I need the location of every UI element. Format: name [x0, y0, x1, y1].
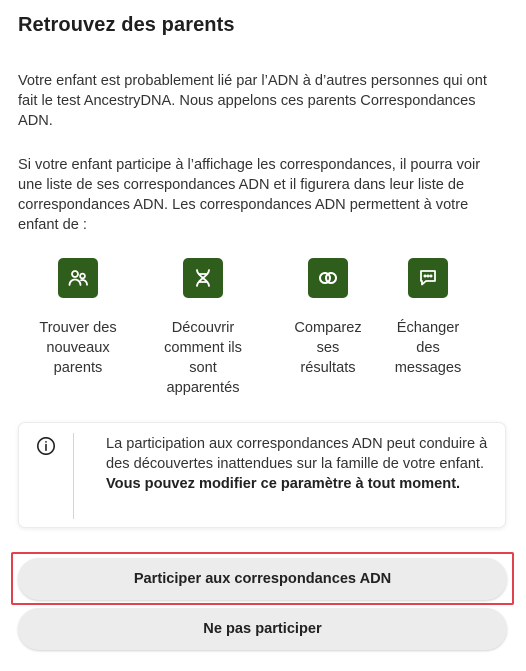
feature-exchange-messages	[373, 258, 483, 378]
decline-button[interactable]: Ne pas participer	[18, 608, 507, 650]
compare-rings-icon	[308, 258, 348, 298]
participate-button[interactable]: Participer aux correspondances ADN	[18, 558, 507, 600]
notice-message: La participation aux correspondances ADN peut conduire à des découvertes inattendues sur la famille de votre enfant.	[106, 436, 488, 472]
intro-paragraph: Votre enfant est probablement lié par l’ADN à d’autres personnes qui ont fait le test AncestryDNA. Nous appelons ces parents Correspondances ADN.	[18, 73, 487, 129]
feature-compare-results	[273, 258, 383, 378]
dna-icon	[183, 258, 223, 298]
details-paragraph: Si votre enfant participe à l’affichage les correspondances, il pourra voir une liste de ses correspondances ADN et il figurera dans leur liste de correspondances ADN. Les correspondances ADN permettent à votre enfant de :	[18, 157, 481, 233]
message-icon	[408, 258, 448, 298]
feature-label: Découvrir comment ils sont apparentés	[164, 320, 242, 396]
feature-find-relatives	[23, 258, 133, 378]
feature-label: Échanger des messages	[394, 320, 462, 376]
notice-divider	[73, 433, 74, 519]
info-notice	[18, 422, 506, 528]
notice-text	[106, 434, 491, 494]
feature-discover-relationship	[148, 258, 258, 398]
feature-label: Comparez ses résultats	[294, 320, 362, 376]
page-title: Retrouvez des parents	[18, 14, 235, 36]
people-icon	[58, 258, 98, 298]
feature-label: Trouver des nouveaux parents	[39, 320, 117, 376]
info-icon	[36, 436, 56, 456]
notice-bold-message: Vous pouvez modifier ce paramètre à tout moment.	[106, 476, 461, 492]
